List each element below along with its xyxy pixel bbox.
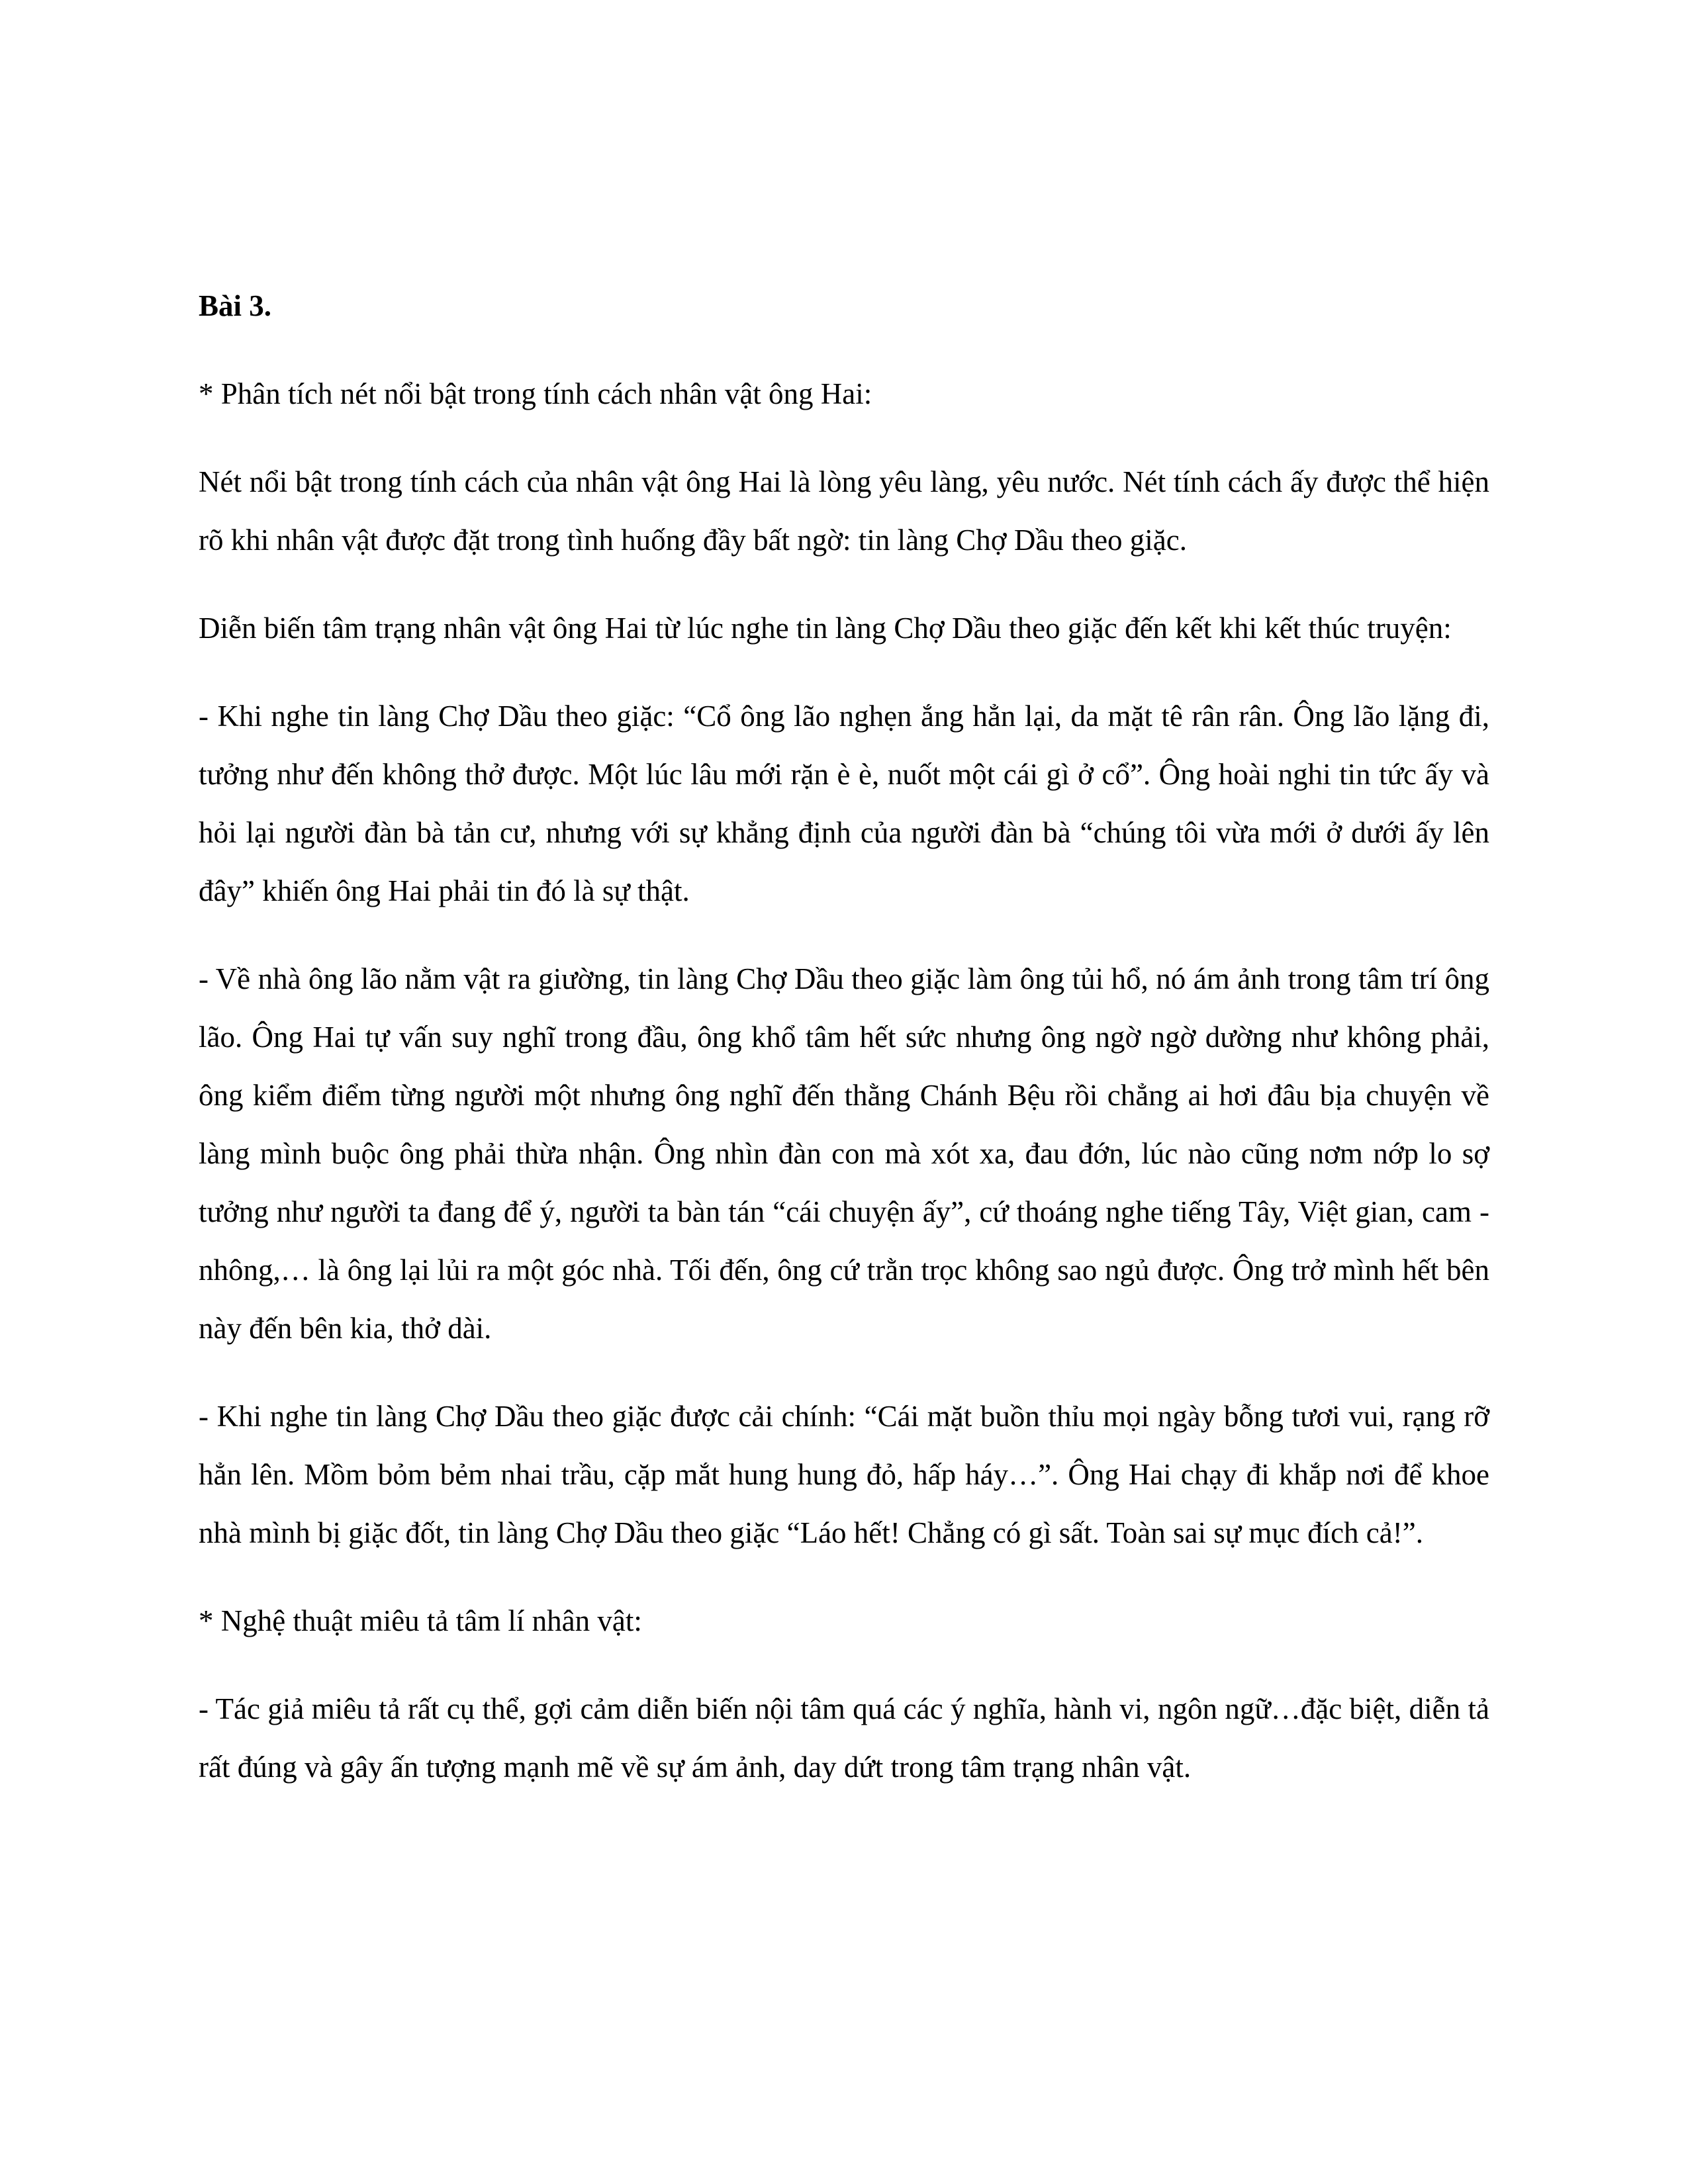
document-page: [199, 277, 1489, 1826]
paragraph-at-home: - Về nhà ông lão nằm vật ra giường, tin làng Chợ Dầu theo giặc làm ông tủi hổ, nó ám ảnh trong tâm trí ông lão. Ông Hai tự vấn suy nghĩ trong đầu, ông khổ tâm hết sức nhưng ông ngờ ngờ dường như không phải, ông kiểm điểm từng người một nhưng ông nghĩ đến thằng Chánh Bệu rồi chẳng ai hơi đâu bịa chuyện về làng mình buộc ông phải thừa nhận. Ông nhìn đàn con mà xót xa, đau đớn, lúc nào cũng nơm nớp lo sợ tưởng như người ta đang để ý, người ta bàn tán “cái chuyện ấy”, cứ thoáng nghe tiếng Tây, Việt gian, cam - nhông,… là ông lại lủi ra một góc nhà. Tối đến, ông cứ trằn trọc không sao ngủ được. Ông trở mình hết bên này đến bên kia, thở dài.: [199, 962, 1489, 1345]
exercise-title: Bài 3.: [199, 289, 272, 322]
paragraph-main-trait: Nét nổi bật trong tính cách của nhân vật ông Hai là lòng yêu làng, yêu nước. Nét tính cách ấy được thể hiện rõ khi nhân vật được đặt trong tình huống đầy bất ngờ: tin làng Chợ Dầu theo giặc.: [199, 465, 1489, 557]
paragraph-hearing-news: - Khi nghe tin làng Chợ Dầu theo giặc: “Cổ ông lão nghẹn ắng hẳn lại, da mặt tê rân rân. Ông lão lặng đi, tưởng như đến không thở được. Một lúc lâu mới rặn è è, nuốt một cái gì ở cổ”. Ông hoài nghi tin tức ấy và hỏi lại người đàn bà tản cư, nhưng với sự khẳng định của người đàn bà “chúng tôi vừa mới ở dưới ấy lên đây” khiến ông Hai phải tin đó là sự thật.: [199, 700, 1489, 907]
paragraph-news-corrected: - Khi nghe tin làng Chợ Dầu theo giặc được cải chính: “Cái mặt buồn thỉu mọi ngày bỗng tươi vui, rạng rỡ hẳn lên. Mồm bỏm bẻm nhai trầu, cặp mắt hung hung đỏ, hấp háy…”. Ông Hai chạy đi khắp nơi để khoe nhà mình bị giặc đốt, tin làng Chợ Dầu theo giặc “Láo hết! Chẳng có gì sất. Toàn sai sự mục đích cả!”.: [199, 1400, 1489, 1549]
paragraph-mood-development: Diễn biến tâm trạng nhân vật ông Hai từ lúc nghe tin làng Chợ Dầu theo giặc đến kết khi kết thúc truyện:: [199, 612, 1452, 645]
paragraph-author-technique: - Tác giả miêu tả rất cụ thể, gợi cảm diễn biến nội tâm quá các ý nghĩa, hành vi, ngôn ngữ…đặc biệt, diễn tả rất đúng và gây ấn tượng mạnh mẽ về sự ám ảnh, day dứt trong tâm trạng nhân vật.: [199, 1692, 1489, 1784]
heading-character-analysis: * Phân tích nét nổi bật trong tính cách nhân vật ông Hai:: [199, 377, 872, 410]
heading-art-of-psychology: * Nghệ thuật miêu tả tâm lí nhân vật:: [199, 1604, 642, 1637]
